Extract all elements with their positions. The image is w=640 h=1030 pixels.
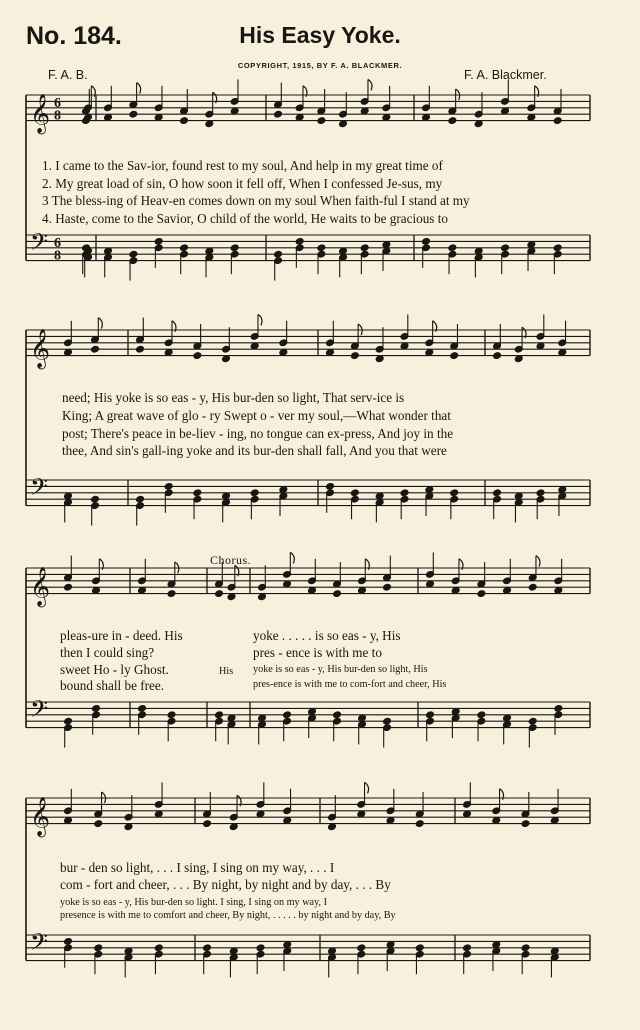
lyric-line: 3 The bless-ing of Heav-en comes down on my soul When faith-ful I stand at my (42, 193, 470, 208)
note-head (227, 593, 236, 601)
note-head (357, 810, 366, 818)
note-head (64, 717, 73, 725)
note-head (180, 117, 189, 125)
note-head (91, 495, 100, 503)
note-head (138, 587, 147, 595)
small-lyric-line: presence is with me to comfort and cheer, By night, . . . . . by night and by day, By (60, 910, 396, 921)
note-head (295, 114, 304, 122)
hymn-title: His Easy Yoke. (239, 22, 401, 48)
note-head (222, 355, 231, 363)
note-head (450, 352, 459, 360)
small-lyric-line: yoke is so eas - y, His bur-den so light. I sing, I sing on my way, I (60, 897, 327, 908)
brace-word: His (219, 666, 234, 677)
note-head (328, 947, 337, 955)
lyric-line: 2. My great load of sin, O how soon it fell off, When I confessed Je-sus, my (42, 176, 443, 191)
note-head (308, 708, 317, 716)
note-head (326, 483, 335, 491)
note-head (229, 947, 238, 955)
note-head (250, 342, 259, 350)
note-head (422, 238, 431, 246)
lyric-line: com - fort and cheer, . . . By night, by night and by day, . . . By (60, 877, 391, 892)
note-head (360, 244, 369, 252)
note-head (164, 349, 173, 357)
note-head (256, 810, 265, 818)
note-head (351, 489, 360, 497)
note-head (474, 247, 483, 255)
note-head (230, 244, 239, 252)
note-head (129, 250, 138, 258)
note-head (104, 247, 113, 255)
note-head (222, 492, 231, 500)
note-head (521, 944, 530, 952)
note-head (463, 810, 472, 818)
note-head (333, 711, 342, 719)
note-head (180, 244, 189, 252)
bass-clef-icon: 𝄢 (30, 228, 49, 262)
note-head (400, 342, 409, 350)
note-head (64, 349, 73, 357)
note-head (124, 947, 133, 955)
note-head (474, 120, 483, 128)
note-flag (365, 782, 369, 793)
note-head (492, 941, 501, 949)
lyric-line: sweet Ho - ly Ghost. (60, 662, 169, 677)
note-flag (368, 79, 372, 90)
lyric-line: pleas-ure in - deed. His (60, 628, 183, 643)
note-flag (258, 314, 262, 325)
note-head (154, 238, 163, 246)
chorus-lyric-line: yoke . . . . . is so eas - y, His (253, 628, 401, 643)
note-head (94, 820, 103, 828)
note-head (382, 241, 391, 249)
note-head (136, 345, 145, 353)
lyric-line: 1. I came to the Sav-ior, found rest to my soul, And help in my great time of (42, 158, 443, 173)
note-head (283, 711, 292, 719)
lyric-line: thee, And sin's gall-ing yoke and its bur-den shall fall, And you that were (62, 443, 447, 458)
note-head (550, 947, 559, 955)
note-head (104, 114, 113, 122)
note-head (375, 355, 384, 363)
note-head (333, 590, 342, 598)
bass-clef-icon: 𝄢 (30, 695, 49, 729)
note-head (451, 708, 460, 716)
note-flag (536, 556, 540, 567)
note-head (477, 711, 486, 719)
note-head (553, 244, 562, 252)
note-head (339, 247, 348, 255)
note-head (477, 590, 486, 598)
note-head (527, 114, 536, 122)
note-head (308, 587, 317, 595)
note-head (227, 714, 236, 722)
note-head (64, 583, 73, 591)
note-head (382, 114, 391, 122)
note-head (501, 244, 510, 252)
note-head (558, 349, 567, 357)
hymn-number: No. 184. (26, 22, 122, 50)
chorus-small-lyric: pres-ence is with me to com-fort and cheer, His (253, 679, 447, 690)
time-signature: 6 (54, 95, 61, 111)
note-head (536, 489, 545, 497)
note-head (94, 944, 103, 952)
note-head (357, 944, 366, 952)
note-head (425, 349, 434, 357)
bass-clef-icon: 𝄢 (30, 473, 49, 507)
treble-clef-icon: 𝄞 (30, 796, 51, 837)
note-head (164, 483, 173, 491)
note-head (258, 593, 267, 601)
note-head (400, 489, 409, 497)
note-head (279, 349, 288, 357)
copyright-line: COPYRIGHT, 1915, BY F. A. BLACKMER. (237, 61, 403, 70)
time-signature: 8 (54, 108, 61, 124)
note-head (274, 110, 283, 118)
note-head (339, 120, 348, 128)
note-flag (98, 318, 102, 329)
note-head (501, 107, 510, 115)
note-head (415, 944, 424, 952)
note-head (514, 355, 523, 363)
note-head (92, 587, 101, 595)
note-head (154, 944, 163, 952)
note-head (205, 247, 214, 255)
note-head (154, 114, 163, 122)
music-credit: F. A. Blackmer. (464, 68, 547, 82)
note-head (425, 486, 434, 494)
treble-clef-icon: 𝄞 (30, 566, 51, 607)
lyric-line: need; His yoke is so eas - y, His bur-den so light, That serv-ice is (62, 390, 405, 405)
note-head (492, 817, 501, 825)
note-head (553, 117, 562, 125)
words-credit: F. A. B. (48, 68, 88, 82)
note-head (295, 238, 304, 246)
note-head (360, 107, 369, 115)
note-head (463, 944, 472, 952)
note-head (317, 117, 326, 125)
chorus-label: Chorus. (210, 553, 252, 567)
note-head (383, 717, 392, 725)
note-head (358, 714, 367, 722)
note-flag (137, 83, 141, 94)
treble-clef-icon: 𝄞 (30, 328, 51, 369)
time-signature: 8 (54, 248, 61, 264)
note-head (328, 823, 337, 831)
note-head (386, 941, 395, 949)
note-head (527, 241, 536, 249)
note-head (514, 492, 523, 500)
lyric-line: bound shall be free. (60, 678, 164, 693)
note-head (326, 349, 335, 357)
note-head (358, 587, 367, 595)
note-head (154, 810, 163, 818)
note-head (283, 580, 292, 588)
note-head (205, 120, 214, 128)
note-head (528, 583, 537, 591)
lyric-line: 4. Haste, come to the Savior, O child of the world, He waits to be gracious to (42, 211, 448, 226)
note-head (383, 583, 392, 591)
note-head (203, 944, 212, 952)
note-head (493, 352, 502, 360)
chorus-lyric-line: pres - ence is with me to (253, 645, 382, 660)
note-head (536, 342, 545, 350)
note-head (215, 711, 224, 719)
note-head (167, 711, 176, 719)
note-head (193, 489, 202, 497)
lyric-line: bur - den so light, . . . I sing, I sing on my way, . . . I (60, 860, 335, 875)
note-head (554, 587, 563, 595)
note-head (550, 817, 559, 825)
note-head (215, 590, 224, 598)
note-head (229, 823, 238, 831)
note-head (124, 823, 133, 831)
note-head (91, 345, 100, 353)
note-head (258, 714, 267, 722)
note-head (426, 711, 435, 719)
note-head (129, 110, 138, 118)
note-head (386, 817, 395, 825)
note-head (448, 117, 457, 125)
note-head (84, 114, 93, 122)
note-head (422, 114, 431, 122)
note-head (451, 587, 460, 595)
treble-clef-icon: 𝄞 (30, 93, 51, 134)
note-head (450, 489, 459, 497)
lyric-line: then I could sing? (60, 645, 155, 660)
note-head (283, 941, 292, 949)
note-head (448, 244, 457, 252)
note-head (193, 352, 202, 360)
note-head (558, 486, 567, 494)
note-head (167, 590, 176, 598)
lyric-line: post; There's peace in be-liev - ing, no tongue can ex-press, And joy in the (62, 426, 454, 441)
note-head (528, 717, 537, 725)
note-head (203, 820, 212, 828)
note-head (230, 107, 239, 115)
note-head (375, 492, 384, 500)
note-head (503, 587, 512, 595)
note-head (138, 705, 147, 713)
note-head (351, 352, 360, 360)
note-head (317, 244, 326, 252)
note-head (64, 817, 73, 825)
note-head (503, 714, 512, 722)
note-head (64, 938, 73, 946)
chorus-small-lyric: yoke is so eas - y, His bur-den so light, His (253, 664, 428, 675)
note-head (426, 580, 435, 588)
note-head (250, 489, 259, 497)
note-head (283, 817, 292, 825)
bass-clef-icon: 𝄢 (30, 928, 49, 962)
note-head (554, 705, 563, 713)
note-head (274, 250, 283, 258)
time-signature: 6 (54, 235, 61, 251)
note-head (64, 492, 73, 500)
note-head (493, 489, 502, 497)
note-head (256, 944, 265, 952)
note-head (279, 486, 288, 494)
note-flag (290, 552, 294, 563)
lyric-line: King; A great wave of glo - ry Swept o - ver my soul,—What wonder that (62, 408, 451, 423)
note-head (92, 705, 101, 713)
note-head (415, 820, 424, 828)
note-head (136, 495, 145, 503)
note-head (521, 820, 530, 828)
